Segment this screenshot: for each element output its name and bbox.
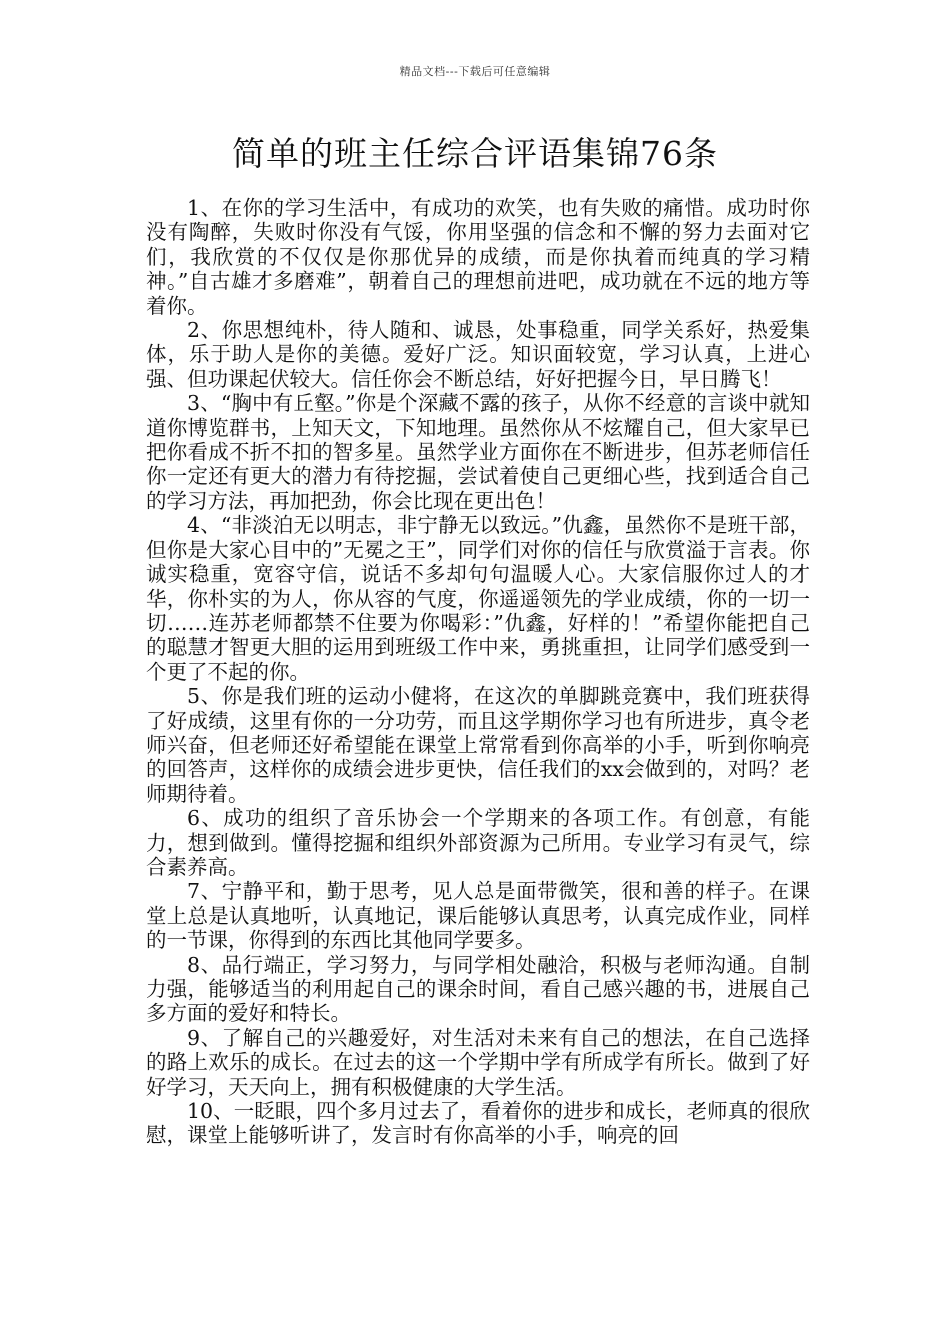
document-title: 简单的班主任综合评语集锦76条 [232,134,718,173]
comment-paragraph-2: 2、你思想纯朴，待人随和、诚恳，处事稳重，同学关系好，热爱集体，乐于助人是你的美德。爱好广泛。知识面较宽，学习认真，上进心强、但功课起伏较大。信任你会不断总结，好好把握今日，早日腾飞！ [146,318,810,391]
comment-paragraph-10: 10、一眨眼，四个多月过去了，看着你的进步和成长，老师真的很欣慰，课堂上能够听讲了，发言时有你高举的小手，响亮的回 [146,1099,810,1148]
comment-paragraph-9: 9、了解自己的兴趣爱好，对生活对未来有自己的想法，在自己选择的路上欢乐的成长。在过去的这一个学期中学有所成学有所长。做到了好好学习，天天向上，拥有积极健康的大学生活。 [146,1025,810,1099]
comment-paragraph-3: 3、“胸中有丘壑。”你是个深藏不露的孩子，从你不经意的言谈中就知道你博览群书，上知天文，下知地理。虽然你从不炫耀自己，但大家早已把你看成不折不扣的智多星。虽然学业方面你在不断进步，但苏老师信任你一定还有更大的潜力有待挖掘，尝试着使自己更细心些，找到适合自己的学习方法，再加把劲，你会比现在更出色！ [146,391,810,513]
comment-paragraph-4: 4、“非淡泊无以明志，非宁静无以致远。”仇鑫，虽然你不是班干部，但你是大家心目中的”无冕之王”，同学们对你的信任与欣赏溢于言表。你诚实稳重，宽容守信，说话不多却句句温暖人心。大家信服你过人的才华，你朴实的为人，你从容的气度，你遥遥领先的学业成绩，你的一切一切……连苏老师都禁不住要为你喝彩：”仇鑫，好样的！”希望你能把自己的聪慧才智更大胆的运用到班级工作中来，勇挑重担，让同学们感受到一个更了不起的你。 [146,513,810,684]
page-header: 精品文档---下载后可任意编辑 [399,65,551,78]
comment-paragraph-1: 1、在你的学习生活中，有成功的欢笑，也有失败的痛惜。成功时你没有陶醉，失败时你没有气馁，你用坚强的信念和不懈的努力去面对它们，我欣赏的不仅仅是你那优异的成绩，而是你执着而纯真的学习精神。”自古雄才多磨难”，朝着自己的理想前进吧，成功就在不远的地方等着你。 [146,196,810,318]
comment-paragraph-8: 8、品行端正，学习努力，与同学相处融洽，积极与老师沟通。自制力强，能够适当的利用起自己的课余时间，看自己感兴趣的书，进展自己多方面的爱好和特长。 [146,952,810,1026]
comment-paragraph-6: 6、成功的组织了音乐协会一个学期来的各项工作。有创意，有能力，想到做到。懂得挖掘和组织外部资源为己所用。专业学习有灵气，综合素养高。 [146,806,810,879]
document-body [146,196,810,1148]
comment-paragraph-7: 7、宁静平和，勤于思考，见人总是面带微笑，很和善的样子。在课堂上总是认真地听，认真地记，课后能够认真思考，认真完成作业，同样的一节课，你得到的东西比其他同学要多。 [146,879,810,953]
comment-paragraph-5: 5、你是我们班的运动小健将，在这次的单脚跳竞赛中，我们班获得了好成绩，这里有你的一分功劳，而且这学期你学习也有所进步，真令老师兴奋，但老师还好希望能在课堂上常常看到你高举的小手，听到你响亮的回答声，这样你的成绩会进步更快，信任我们的xx会做到的，对吗？老师期待着。 [146,684,810,806]
